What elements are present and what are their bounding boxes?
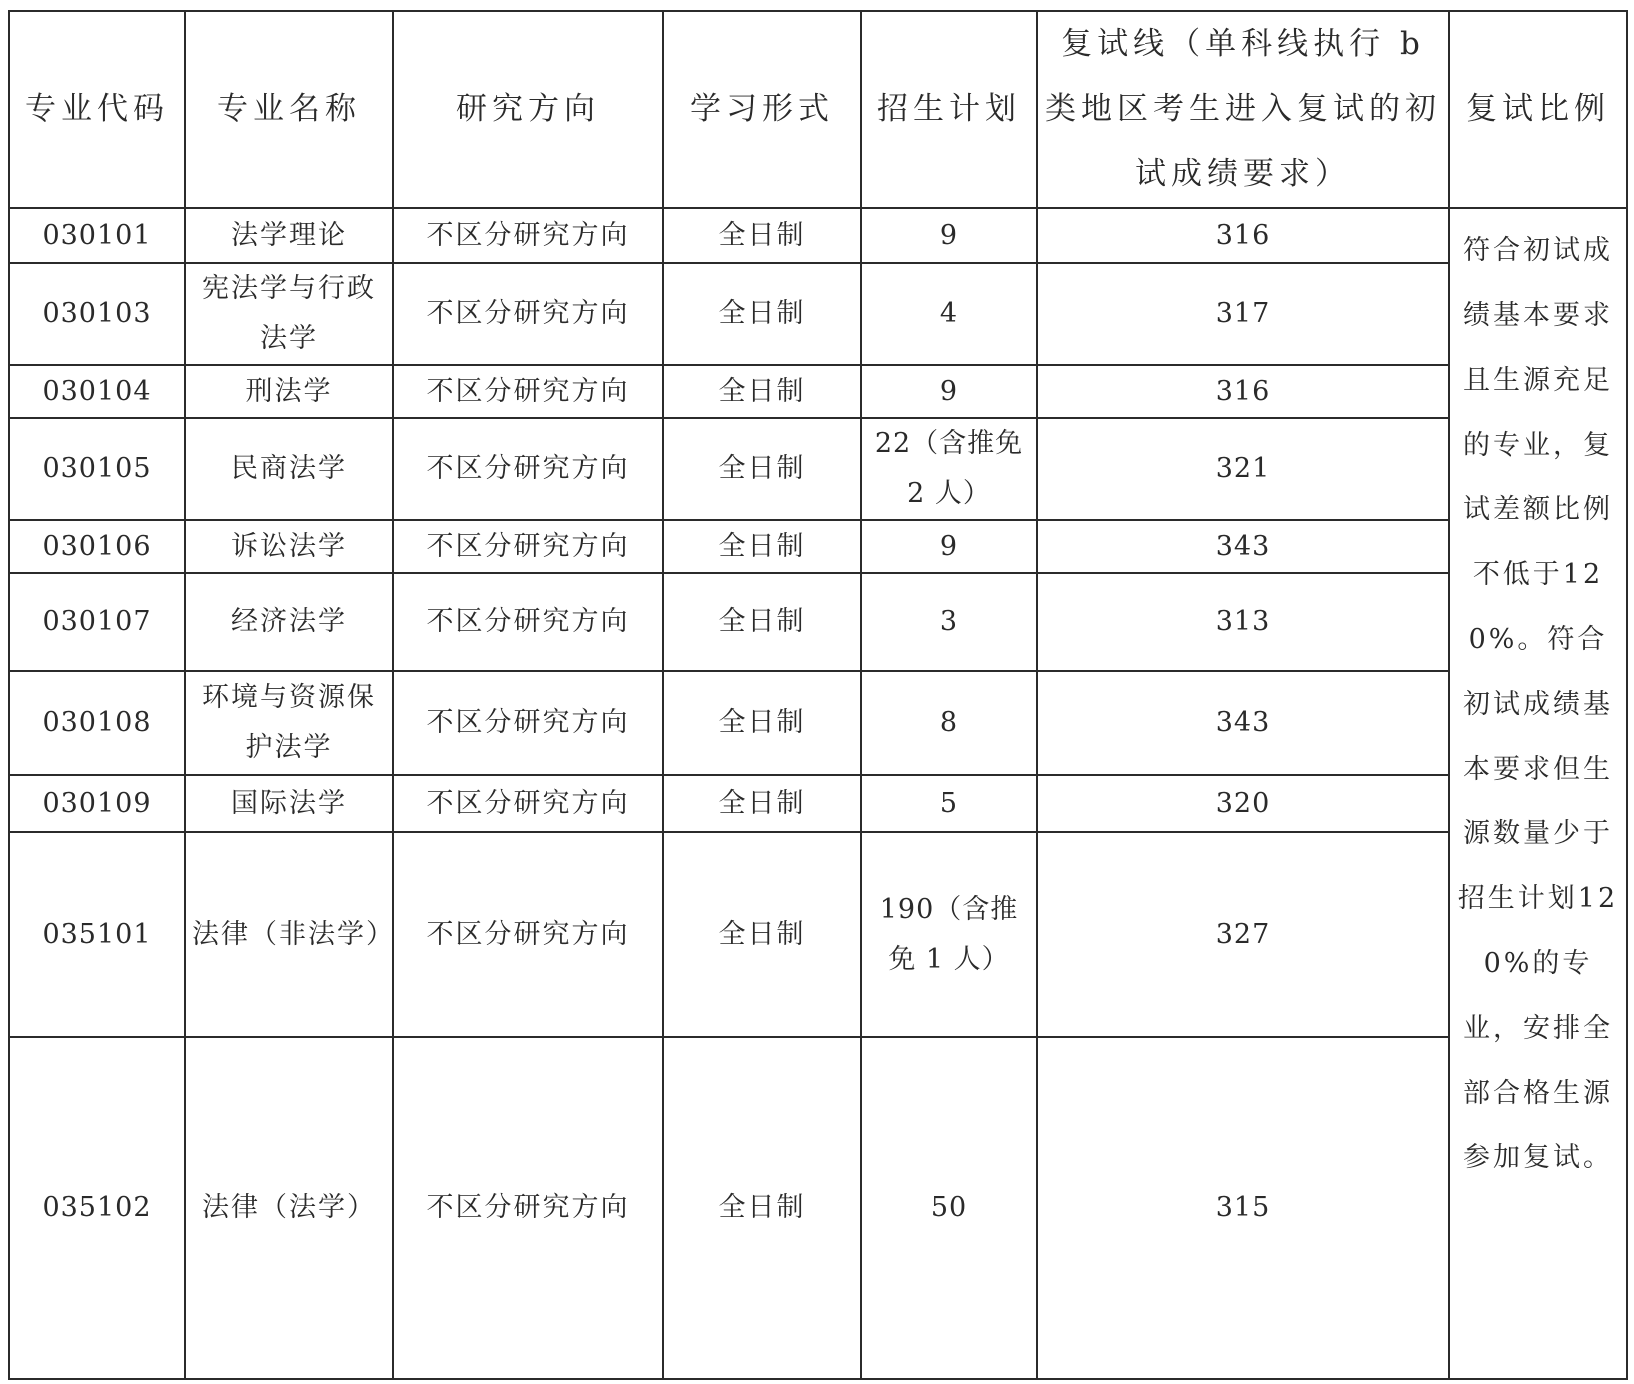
table-row	[9, 365, 1627, 418]
cell-mode: 全日制	[663, 573, 861, 671]
cell-plan: 4	[861, 263, 1037, 365]
cell-name: 法学理论	[185, 208, 393, 263]
table-row	[9, 263, 1627, 365]
cell-plan: 9	[861, 520, 1037, 573]
table-row	[9, 418, 1627, 520]
table-row	[9, 573, 1627, 671]
cell-code: 030106	[9, 520, 185, 573]
cell-direction: 不区分研究方向	[393, 520, 663, 573]
cell-code: 030103	[9, 263, 185, 365]
cell-plan: 22（含推免 2 人）	[861, 418, 1037, 520]
table-row	[9, 832, 1627, 1037]
cell-line: 343	[1037, 671, 1449, 775]
header-direction: 研究方向	[393, 11, 663, 208]
header-line: 复试线（单科线执行 b 类地区考生进入复试的初试成绩要求）	[1037, 11, 1449, 208]
cell-plan: 9	[861, 365, 1037, 418]
table-row	[9, 1037, 1627, 1379]
cell-mode: 全日制	[663, 418, 861, 520]
table-row	[9, 775, 1627, 832]
cell-direction: 不区分研究方向	[393, 573, 663, 671]
cell-line: 321	[1037, 418, 1449, 520]
cell-direction: 不区分研究方向	[393, 671, 663, 775]
header-code: 专业代码	[9, 11, 185, 208]
cell-name: 宪法学与行政法学	[185, 263, 393, 365]
cell-name: 诉讼法学	[185, 520, 393, 573]
table-row	[9, 208, 1627, 263]
admission-table-container	[8, 10, 1626, 1376]
cell-mode: 全日制	[663, 365, 861, 418]
cell-direction: 不区分研究方向	[393, 208, 663, 263]
admission-table	[8, 10, 1628, 1380]
cell-plan: 9	[861, 208, 1037, 263]
cell-direction: 不区分研究方向	[393, 1037, 663, 1379]
cell-name: 经济法学	[185, 573, 393, 671]
header-ratio: 复试比例	[1449, 11, 1627, 208]
cell-plan: 3	[861, 573, 1037, 671]
cell-direction: 不区分研究方向	[393, 263, 663, 365]
cell-line: 320	[1037, 775, 1449, 832]
cell-direction: 不区分研究方向	[393, 832, 663, 1037]
cell-code: 030105	[9, 418, 185, 520]
header-mode: 学习形式	[663, 11, 861, 208]
cell-name: 环境与资源保护法学	[185, 671, 393, 775]
cell-plan: 50	[861, 1037, 1037, 1379]
cell-code: 035101	[9, 832, 185, 1037]
table-row	[9, 520, 1627, 573]
cell-plan: 190（含推免 1 人）	[861, 832, 1037, 1037]
cell-name: 民商法学	[185, 418, 393, 520]
cell-name: 法律（非法学）	[185, 832, 393, 1037]
cell-name: 刑法学	[185, 365, 393, 418]
cell-line: 317	[1037, 263, 1449, 365]
cell-mode: 全日制	[663, 520, 861, 573]
cell-name: 法律（法学）	[185, 1037, 393, 1379]
cell-code: 030108	[9, 671, 185, 775]
cell-mode: 全日制	[663, 208, 861, 263]
cell-line: 315	[1037, 1037, 1449, 1379]
cell-mode: 全日制	[663, 1037, 861, 1379]
cell-name: 国际法学	[185, 775, 393, 832]
cell-line: 313	[1037, 573, 1449, 671]
cell-mode: 全日制	[663, 263, 861, 365]
cell-line: 316	[1037, 365, 1449, 418]
cell-direction: 不区分研究方向	[393, 775, 663, 832]
cell-direction: 不区分研究方向	[393, 418, 663, 520]
header-row	[9, 11, 1627, 208]
cell-code: 035102	[9, 1037, 185, 1379]
header-name: 专业名称	[185, 11, 393, 208]
cell-plan: 5	[861, 775, 1037, 832]
cell-code: 030104	[9, 365, 185, 418]
cell-plan: 8	[861, 671, 1037, 775]
cell-code: 030107	[9, 573, 185, 671]
cell-mode: 全日制	[663, 671, 861, 775]
cell-line: 343	[1037, 520, 1449, 573]
cell-mode: 全日制	[663, 832, 861, 1037]
cell-code: 030101	[9, 208, 185, 263]
cell-direction: 不区分研究方向	[393, 365, 663, 418]
cell-code: 030109	[9, 775, 185, 832]
cell-mode: 全日制	[663, 775, 861, 832]
table-row	[9, 671, 1627, 775]
cell-ratio: 符合初试成绩基本要求且生源充足的专业，复试差额比例不低于120%。符合初试成绩基本要求但生源数量少于招生计划120%的专业，安排全部合格生源参加复试。	[1449, 208, 1627, 1379]
cell-line: 316	[1037, 208, 1449, 263]
header-plan: 招生计划	[861, 11, 1037, 208]
cell-line: 327	[1037, 832, 1449, 1037]
